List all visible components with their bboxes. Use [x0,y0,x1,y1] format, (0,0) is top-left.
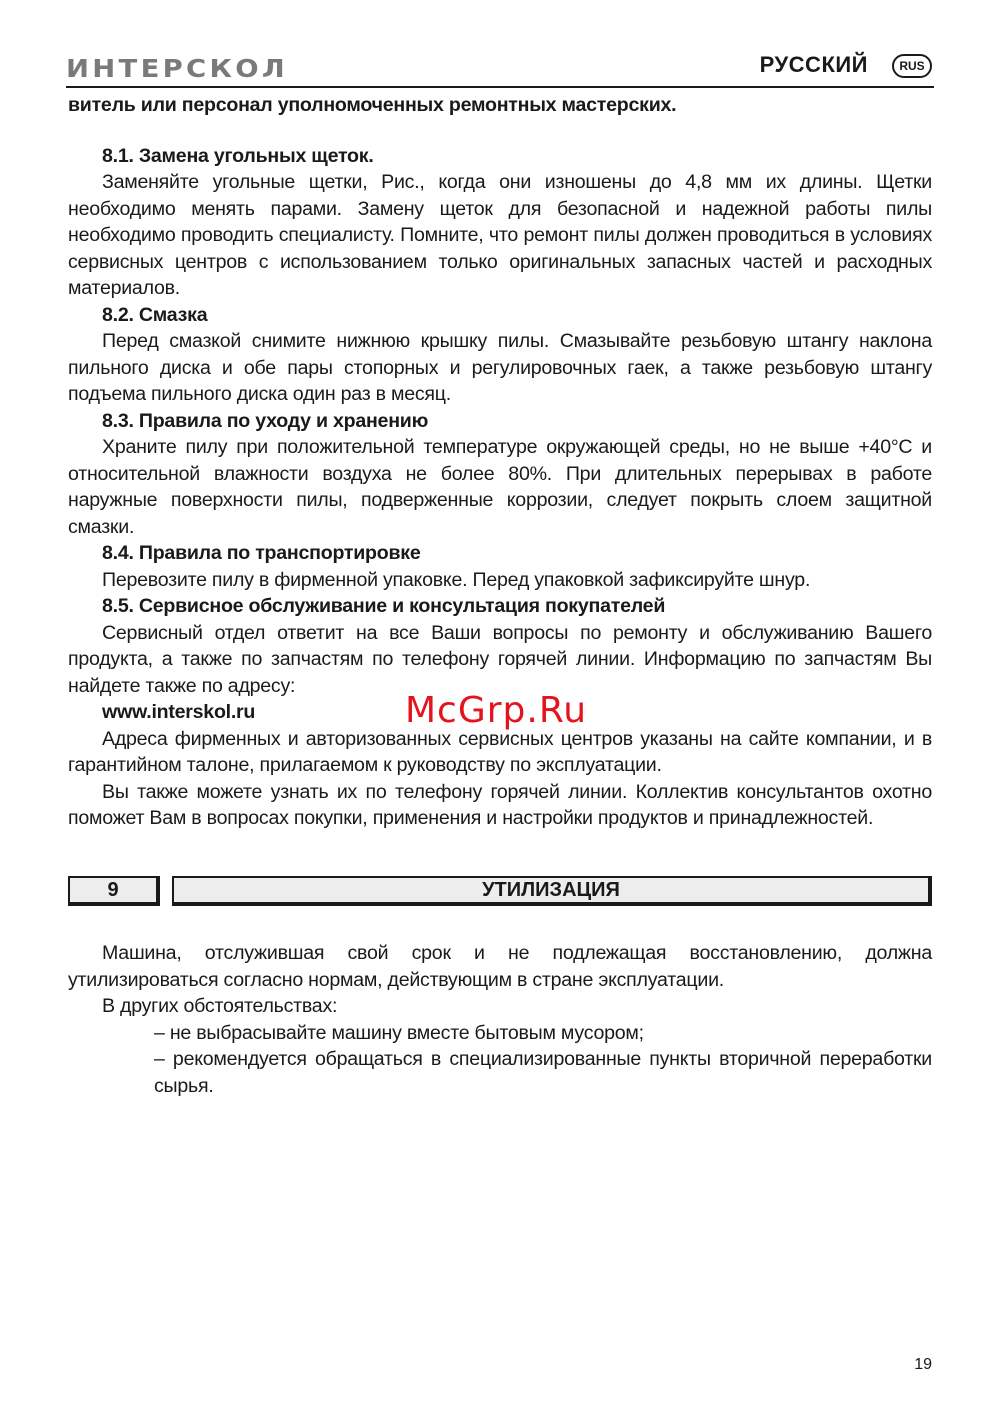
page-number: 19 [914,1356,932,1373]
watermark: McGrp.Ru [405,690,588,731]
list-item: – не выбрасывайте машину вместе бытовым мусором; [154,1021,644,1044]
header-divider [66,86,934,88]
section-9-lead: В других обстоятельствах: [102,995,338,1017]
section-8-3-title: 8.3. Правила по уходу и хранению [102,409,429,432]
section-8-4-title: 8.4. Правила по транспортировке [102,542,421,564]
section-8-2-title: 8.2. Смазка [102,303,208,326]
section-8-1-body: Заменяйте угольные щетки, Рис., когда они изношены до 4,8 мм их длины. Щетки необходимо менять парами. Замену щеток для безопасной и надежной работы пилы необходимо проводить специалисту. Помните, что ремонт пилы должен проводиться в условиях сервисных центров с использованием только оригинальных запасных частей и расходных материалов. [68,171,932,299]
list-item: – рекомендуется обращаться в специализированные пункты вторичной переработки сырья. [154,1048,932,1097]
logo-text: ИНТЕРСКОЛ [66,54,288,83]
page-header [66,44,934,88]
section-8-1-title: 8.1. Замена угольных щеток. [102,144,374,167]
language-label: РУССКИЙ [759,52,868,77]
interskol-logo [66,50,296,84]
section-9-content [68,940,932,1099]
section-8-5-body-2: Адреса фирменных и авторизованных сервисных центров указаны на сайте компании, и в гарантийном талоне, прилагаемом к руководству по эксплуатации. [68,727,932,776]
section-9-header [68,876,932,906]
interskol-url[interactable]: www.interskol.ru [102,701,256,723]
intro-line: витель или персонал уполномоченных ремонтных мастерских. [68,94,677,116]
section-8-5-body-3: Вы также можете узнать их по телефону горячей линии. Коллектив консультантов охотно поможет Вам в вопросах покупки, применения и настройки продуктов и принадлежностей. [68,780,932,829]
section-9-title: УТИЛИЗАЦИЯ [172,876,932,906]
section-9-body: Машина, отслужившая свой срок и не подлежащая восстановлению, должна утилизироваться согласно нормам, действующим в стране эксплуатации. [68,942,932,991]
section-8-5-body-1: Сервисный отдел ответит на все Ваши вопросы по ремонту и обслуживанию Вашего продукта, а также по запчастям по телефону горячей линии. Информацию по запчастям Вы найдете также по адресу: [68,621,932,697]
section-8-5-title: 8.5. Сервисное обслуживание и консультация покупателей [102,595,666,617]
section-8-4-body: Перевозите пилу в фирменной упаковке. Перед упаковкой зафиксируйте шнур. [102,568,811,591]
section-8-2-body: Перед смазкой снимите нижнюю крышку пилы. Смазывайте резьбовую штангу наклона пильного диска и обе пары стопорных и регулировочных гаек, а также резьбовую штангу подъема пильного диска один раз в месяц. [68,330,932,405]
section-9-number: 9 [68,876,160,906]
section-8-3-body: Храните пилу при положительной температуре окружающей среды, но не выше +40°C и относительной влажности воздуха не более 80%. При длительных перерывах в работе наружные поверхности пилы, подверженные коррозии, следует покрыть слоем защитной смазки. [68,436,932,538]
language-badge: RUS [892,54,932,78]
